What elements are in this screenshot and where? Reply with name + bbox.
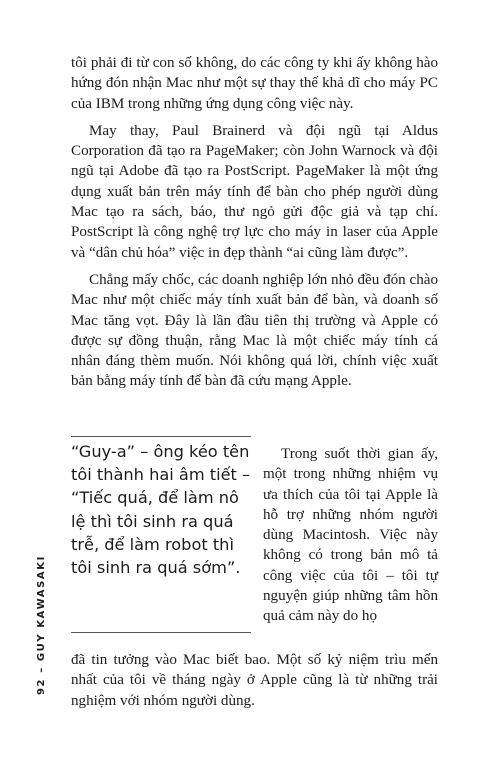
running-head: 92 – GUY KAWASAKI — [36, 555, 47, 695]
paragraph-3: Chẳng mấy chốc, các doanh nghiệp lớn nhỏ đều đón chào Mac như một chiếc máy tính xuất bản để bàn, và doanh số Mac tăng vọt. Đây là lần đầu tiên thị trường và Apple có được sự đồng thuận, rằng Mac là một chiếc máy tính cá nhân đáng thèm muốn. Nói không quá lời, chính việc xuất bản bằng máy tính để bàn đã cứu mạng Apple. — [71, 271, 438, 390]
paragraph-1: tôi phải đi từ con số không, do các công ty khi ấy không hào hứng đón nhận Mac như một sự thay thế khả dĩ cho máy PC của IBM trong những ứng dụng công việc này. — [71, 55, 438, 112]
main-text — [71, 53, 438, 392]
paragraph-2: May thay, Paul Brainerd và đội ngũ tại Aldus Corporation đã tạo ra PageMaker; còn John Warnock và đội ngũ tại Adobe đã tạo ra PostScript. PageMaker là một ứng dụng xuất bản trên máy tính để bàn cho phép người dùng Mac tạo ra sách, báo, thư ngỏ gửi độc giả và tạp chí. PostScript là công nghệ trợ lực cho máy in laser của Apple và “dân chủ hóa” việc in đẹp thành “ai cũng làm được”. — [71, 122, 438, 261]
pull-quote-top-rule — [71, 436, 251, 437]
pull-quote: “Guy-a” – ông kéo tên tôi thành hai âm tiết – “Tiếc quá, để làm nô lệ thì tôi sinh ra quá trễ, để làm robot thì tôi sinh ra quá sớm”. — [71, 442, 251, 578]
pull-quote-bottom-rule — [71, 632, 251, 633]
paragraph-4-column: Trong suốt thời gian ấy, một trong những nhiệm vụ ưa thích của tôi tại Apple là hỗ trợ những nhóm người dùng Macintosh. Việc này không có trong bản mô tả công việc của tôi – tôi tự nguyện giúp những tâm hồn quả cảm này do họ — [263, 446, 438, 625]
paragraph-4-continued: đã tin tưởng vào Mac biết bao. Một số kỷ niệm trìu mến nhất của tôi về tháng ngày ở Apple cũng là từ những trải nghiệm với nhóm người dùng. — [71, 652, 438, 709]
